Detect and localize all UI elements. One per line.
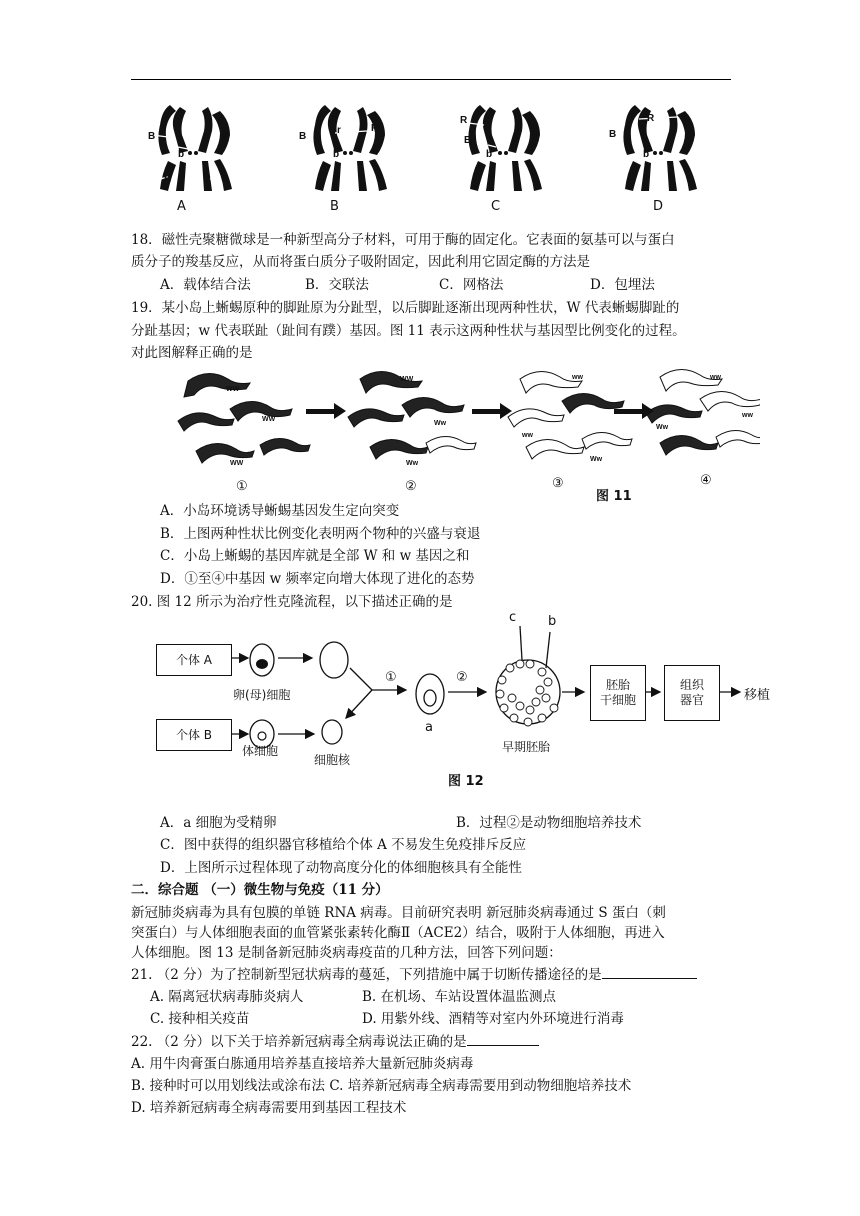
q19-line-2: 分趾基因；w 代表联趾（趾间有蹼）基因。图 11 表示这两种性状与基因型比例变化的过程。 bbox=[131, 323, 686, 339]
q20-option-c: C．图中获得的组织器官移植给个体 A 不易发生免疫排斥反应 bbox=[160, 837, 527, 853]
q18-option-b: B．交联法 bbox=[305, 277, 369, 293]
q21-option-c: C. 接种相关疫苗 bbox=[150, 1011, 250, 1027]
gene-c-b2: b bbox=[486, 149, 493, 160]
svg-text:Ww: Ww bbox=[656, 424, 669, 431]
gene-b-r2: R bbox=[371, 123, 379, 134]
svg-text:WW: WW bbox=[262, 416, 276, 423]
q18-line-1: 18．磁性壳聚糖微球是一种新型高分子材料，可用于酶的固定化。它表面的氨基可以与蛋白 bbox=[131, 232, 675, 248]
figure-12-caption: 图 12 bbox=[448, 774, 484, 789]
chromosome-figures bbox=[120, 95, 720, 220]
q22-option-d: D. 培养新冠病毒全病毒需要用到基因工程技术 bbox=[131, 1100, 407, 1116]
gene-a-b1: B bbox=[148, 131, 156, 142]
section-2-intro-3: 人体细胞。图 13 是制备新冠肺炎病毒疫苗的几种方法，回答下列问题： bbox=[131, 945, 562, 961]
lizard-figure bbox=[170, 365, 760, 480]
egg-cell-label: 卵(母)细胞 bbox=[233, 688, 291, 702]
tissue-organ-box bbox=[664, 665, 720, 721]
svg-text:WW: WW bbox=[400, 376, 414, 383]
figure-11-caption: 图 11 bbox=[596, 489, 632, 504]
svg-text:Ww: Ww bbox=[590, 456, 603, 463]
nucleus-label: 细胞核 bbox=[314, 753, 351, 767]
q18-option-d: D．包埋法 bbox=[590, 277, 655, 293]
header-rule bbox=[131, 79, 731, 80]
embryonic-stem-cell-box bbox=[590, 665, 646, 721]
chromosome-label-c: C bbox=[491, 199, 501, 214]
svg-text:Ww: Ww bbox=[434, 420, 447, 427]
tissue-label-1: 组织 bbox=[679, 678, 704, 692]
gene-c-b1: B bbox=[464, 135, 472, 146]
q22-answer-blank[interactable] bbox=[467, 1033, 539, 1046]
step-2-label: ② bbox=[456, 670, 468, 685]
q19-option-b: B．上图两种性状比例变化表明两个物种的兴盛与衰退 bbox=[160, 526, 481, 542]
individual-a-box: 个体 A bbox=[156, 644, 232, 676]
label-c: c bbox=[509, 610, 517, 625]
gene-c-r: R bbox=[460, 115, 468, 126]
chromosome-figure-d bbox=[609, 105, 697, 191]
q22-stem-text: 22. （2 分）以下关于培养新冠病毒全病毒说法正确的是 bbox=[131, 1034, 467, 1050]
transplant-label: 移植 bbox=[744, 688, 771, 703]
cell-a-label: a bbox=[425, 720, 433, 735]
gene-d-b2: b bbox=[643, 149, 650, 160]
gene-d-r1: r bbox=[631, 109, 635, 120]
chromosome-label-b: B bbox=[330, 199, 339, 214]
svg-text:ww: ww bbox=[710, 374, 721, 381]
q19-option-c: C．小岛上蜥蜴的基因库就是全部 W 和 w 基因之和 bbox=[160, 548, 470, 564]
q22-option-c: C. 培养新冠病毒全病毒需要用到动物细胞培养技术 bbox=[329, 1078, 632, 1094]
chromosome-label-d: D bbox=[653, 199, 664, 214]
q20-option-d: D．上图所示过程体现了动物高度分化的体细胞核具有全能性 bbox=[160, 860, 522, 876]
q21-option-d: D. 用紫外线、酒精等对室内外环境进行消毒 bbox=[362, 1011, 624, 1027]
individual-b-box: 个体 B bbox=[156, 719, 232, 751]
q18-option-a: A．载体结合法 bbox=[160, 277, 251, 293]
q20-line-1: 20. 图 12 所示为治疗性克隆流程，以下描述正确的是 bbox=[131, 594, 453, 610]
lizard-stage-3 bbox=[508, 371, 632, 459]
q18-line-2: 质分子的羧基反应，从而将蛋白质分子吸附固定，因此利用它固定酶的方法是 bbox=[131, 254, 590, 270]
q21-option-a: A. 隔离冠状病毒肺炎病人 bbox=[150, 989, 304, 1005]
stem-cell-label-1: 胚胎 bbox=[605, 678, 630, 692]
lizard-stage-label-2: ② bbox=[405, 479, 417, 494]
gene-d-b1: B bbox=[609, 129, 617, 140]
q21-stem bbox=[131, 963, 697, 983]
chromosome-label-a: A bbox=[177, 199, 186, 214]
q22-stem bbox=[131, 1030, 539, 1050]
gene-d-r2: R bbox=[647, 113, 655, 124]
svg-text:ww: ww bbox=[742, 412, 753, 419]
q19-option-a: A．小岛环境诱导蜥蜴基因发生定向突变 bbox=[160, 503, 400, 519]
gene-a-r1: R bbox=[164, 173, 172, 184]
svg-text:WW: WW bbox=[226, 386, 240, 393]
step-1-label: ① bbox=[385, 670, 397, 685]
svg-text:WW: WW bbox=[230, 460, 244, 467]
q22-option-b: B. 接种时可以用划线法或涂布法 bbox=[131, 1078, 326, 1094]
q21-stem-text: 21. （2 分）为了控制新型冠状病毒的蔓延，下列措施中属于切断传播途径的是 bbox=[131, 967, 602, 983]
q21-answer-blank[interactable] bbox=[602, 966, 697, 979]
section-2-intro-2: 突蛋白）与人体细胞表面的血管紧张素转化酶Ⅱ（ACE2）结合，吸附于人体细胞，再进入 bbox=[131, 925, 665, 941]
lizard-stage-label-3: ③ bbox=[552, 476, 564, 491]
q19-option-d: D．①至④中基因 w 频率定向增大体现了进化的态势 bbox=[160, 571, 475, 587]
q22-option-b-c bbox=[131, 1074, 631, 1094]
gene-b-b1: B bbox=[299, 131, 307, 142]
lizard-stage-2 bbox=[348, 371, 476, 459]
chromosome-figure-c bbox=[460, 105, 542, 191]
svg-text:ww: ww bbox=[572, 374, 583, 381]
label-b: b bbox=[548, 614, 557, 629]
gene-a-r2: r bbox=[206, 173, 210, 184]
q20-option-b: B．过程②是动物细胞培养技术 bbox=[456, 815, 642, 831]
svg-text:Ww: Ww bbox=[406, 460, 419, 467]
q22-option-a: A. 用牛肉膏蛋白胨通用培养基直接培养大量新冠肺炎病毒 bbox=[131, 1056, 474, 1072]
q20-option-a: A．a 细胞为受精卵 bbox=[160, 815, 277, 831]
section-2-intro-1: 新冠肺炎病毒为具有包膜的单链 RNA 病毒。目前研究表明 新冠肺炎病毒通过 S 蛋白（刺 bbox=[131, 905, 666, 921]
q21-option-b: B. 在机场、车站设置体温监测点 bbox=[362, 989, 557, 1005]
tissue-label-2: 器官 bbox=[679, 693, 704, 707]
chromosome-figure-a bbox=[148, 105, 232, 191]
q19-line-1: 19．某小岛上蜥蜴原种的脚趾原为分趾型，以后脚趾逐渐出现两种性状，W 代表蜥蜴脚趾的 bbox=[131, 300, 680, 316]
stem-cell-label-2: 干细胞 bbox=[599, 693, 636, 707]
gene-b-b2: b bbox=[333, 149, 340, 160]
svg-text:ww: ww bbox=[522, 432, 533, 439]
lizard-stage-label-1: ① bbox=[236, 479, 248, 494]
early-embryo-label: 早期胚胎 bbox=[502, 740, 551, 754]
section-2-heading: 二．综合题 （一）微生物与免疫（11 分） bbox=[131, 882, 389, 898]
chromosome-figure-b bbox=[299, 105, 387, 191]
q18-option-c: C．网格法 bbox=[439, 277, 504, 293]
gene-a-b2: b bbox=[178, 149, 185, 160]
lizard-stage-1 bbox=[178, 373, 310, 463]
somatic-cell-label: 体细胞 bbox=[242, 744, 279, 758]
lizard-stage-label-4: ④ bbox=[700, 473, 712, 488]
q19-line-3: 对此图解释正确的是 bbox=[131, 345, 253, 361]
gene-b-r1: r bbox=[337, 125, 341, 136]
